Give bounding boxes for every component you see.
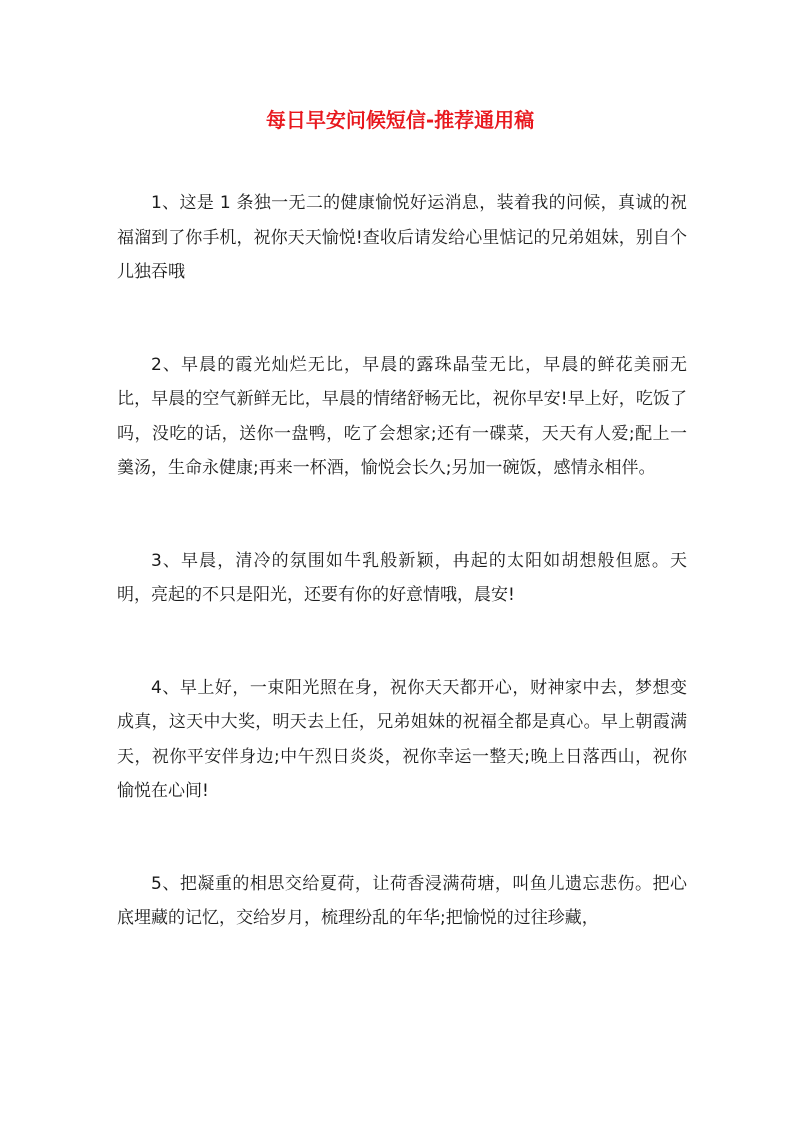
paragraph-4: 4、早上好，一束阳光照在身，祝你天天都开心，财神家中去，梦想变成真，这天中大奖，明天去上任，兄弟姐妹的祝福全都是真心。早上朝霞满天，祝你平安伴身边;中午烈日炎炎，祝你幸运一整天;晚上日落西山，祝你愉悦在心间! [117,677,687,801]
paragraph-5: 5、把凝重的相思交给夏荷，让荷香浸满荷塘，叫鱼儿遗忘悲伤。把心底埋藏的记忆，交给岁月，梳理纷乱的年华;把愉悦的过往珍藏， [117,873,687,928]
paragraph-3: 3、早晨，清冷的氛围如牛乳般新颖，冉起的太阳如胡想般但愿。天明，亮起的不只是阳光，还要有你的好意情哦，晨安! [117,550,687,605]
document-title: 每日早安问候短信-推荐通用稿 [265,108,535,132]
paragraph-1: 1、这是 1 条独一无二的健康愉悦好运消息，装着我的问候，真诚的祝福溜到了你手机，祝你天天愉悦!查收后请发给心里惦记的兄弟姐妹，别自个儿独吞哦 [117,193,687,282]
paragraph-2: 2、早晨的霞光灿烂无比，早晨的露珠晶莹无比，早晨的鲜花美丽无比，早晨的空气新鲜无比，早晨的情绪舒畅无比，祝你早安!早上好，吃饭了吗，没吃的话，送你一盘鸭，吃了会想家;还有一碟菜，天天有人爱;配上一羹汤，生命永健康;再来一杯酒，愉悦会长久;另加一碗饭，感情永相伴。 [117,354,687,478]
document-body [117,186,687,994]
